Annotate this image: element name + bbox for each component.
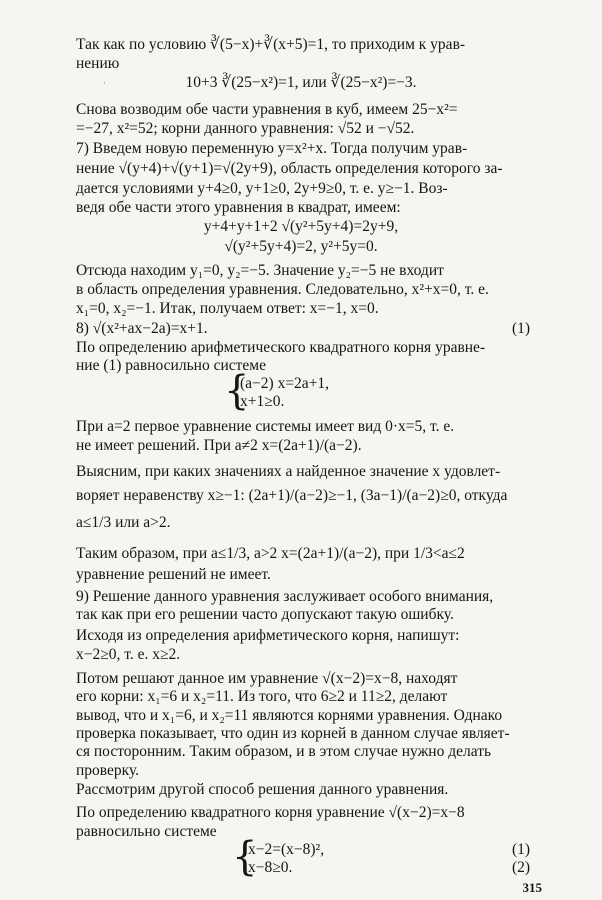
text-line: x−2≥0, т. е. x≥2. [76, 646, 181, 663]
system-line: x−8≥0. [248, 859, 293, 876]
equation-number: (2) [512, 859, 531, 876]
text-line: проверку. [76, 762, 140, 779]
text-line: Так как по условию ∛(5−x)+∛(x+5)=1, то приходим к урав- [76, 36, 466, 53]
text-line: проверка показывает, что один из корней в данном случае являет- [76, 725, 510, 742]
text-line: в область определения уравнения. Следовательно, x²+x=0, т. е. [76, 281, 489, 298]
text-line: По определению арифметического квадратного корня уравне- [76, 339, 486, 356]
text-line: ведя обе части этого уравнения в квадрат, имеем: [76, 199, 401, 216]
page-number: 315 [522, 880, 542, 895]
text-line: ние (1) равносильно системе [76, 357, 266, 374]
system-line: x+1≥0. [240, 393, 285, 410]
text-line: По определению квадратного корня уравнение √(x−2)=x−8 [76, 804, 465, 821]
text-line: нению [76, 55, 120, 72]
text-line: Выясним, при каких значениях a найденное значение x удовлет- [76, 463, 501, 480]
formula-line: 10+3 ∛(25−x²)=1, или ∛(25−x²)=−3. [185, 74, 417, 91]
text-line: ся посторонним. Таким образом, и в этом случае нужно делать [76, 743, 492, 760]
system-line: (a−2) x=2a+1, [240, 375, 330, 392]
text-line: нение √(y+4)+√(y+1)=√(2y+9), область определения которого за- [76, 160, 503, 177]
text-line: Исходя из определения арифметического корня, напишут: [76, 627, 460, 644]
text-line: =−27, x²=52; корни данного уравнения: √52 и −√52. [76, 120, 415, 137]
text-line: 7) Введем новую переменную y=x²+x. Тогда получим урав- [76, 140, 468, 157]
text-line: воряет неравенству x≥−1: (2a+1)/(a−2)≥−1, (3a−1)/(a−2)≥0, откуда [76, 487, 508, 504]
system-line: x−2=(x−8)², [248, 841, 325, 858]
system-brace: { [224, 368, 250, 414]
text-line: a≤1/3 или a>2. [76, 514, 171, 531]
text-line: Таким образом, при a≤1/3, a>2 x=(2a+1)/(a−2), при 1/3<a≤2 [76, 545, 465, 562]
text-line: Отсюда находим y₁=0, y₂=−5. Значение y₂=−5 не входит [76, 262, 444, 279]
text-line: уравнение решений не имеет. [76, 566, 271, 583]
text-line: 8) √(x²+ax−2a)=x+1. [76, 320, 208, 337]
text-line: дается условиями y+4≥0, y+1≥0, 2y+9≥0, т. е. y≥−1. Воз- [76, 180, 448, 197]
formula-line: √(y²+5y+4)=2, y²+5y=0. [224, 238, 378, 255]
text-line: Потом решают данное им уравнение √(x−2)=x−8, находят [76, 670, 458, 687]
text-line: При a=2 первое уравнение системы имеет вид 0·x=5, т. е. [76, 418, 455, 435]
text-line: равносильно системе [76, 823, 217, 840]
text-line: Снова возводим обе части уравнения в куб, имеем 25−x²= [76, 101, 458, 118]
system-brace: { [232, 834, 258, 880]
formula-line: y+4+y+1+2 √(y²+5y+4)=2y+9, [203, 218, 399, 235]
text-line: x₁=0, x₂=−1. Итак, получаем ответ: x=−1, x=0. [76, 300, 379, 317]
text-line: Рассмотрим другой способ решения данного уравнения. [76, 781, 449, 798]
equation-number: (1) [512, 320, 531, 337]
text-line: 9) Решение данного уравнения заслуживает особого внимания, [76, 588, 494, 605]
equation-number: (1) [512, 841, 531, 858]
text-line: так как при его решении часто допускают такую ошибку. [76, 606, 454, 623]
text-line: его корни: x₁=6 и x₂=11. Из того, что 6≥2 и 11≥2, делают [76, 688, 448, 705]
text-line: вывод, что и x₁=6, и x₂=11 являются корнями уравнения. Однако [76, 707, 503, 724]
print-mark: · [103, 78, 106, 88]
text-line: не имеет решений. При a≠2 x=(2a+1)/(a−2). [76, 437, 362, 454]
